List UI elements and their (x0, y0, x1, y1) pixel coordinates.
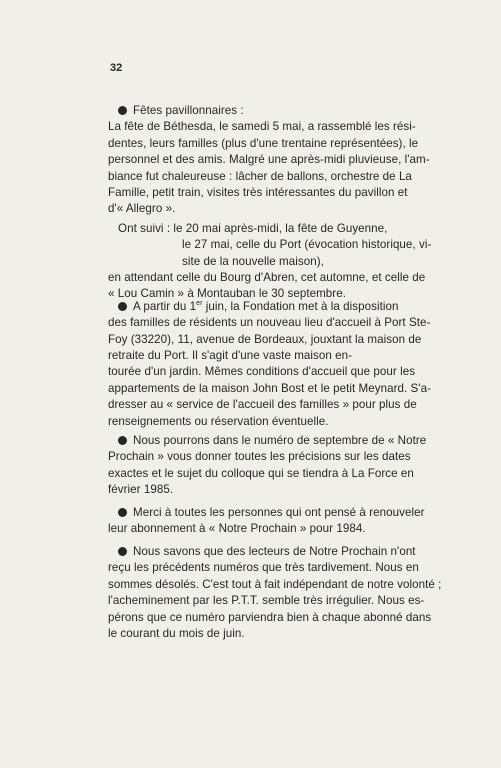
section-fetes (108, 103, 445, 303)
paragraph-line: leur abonnement à « Notre Prochain » pour 1984. (108, 522, 366, 536)
bullet-icon (118, 547, 127, 556)
bullet-icon (118, 106, 127, 115)
paragraph-line: février 1985. (108, 483, 174, 497)
paragraph-line: appartements de la maison John Bost et le petit Meynard. S'a- (108, 381, 431, 395)
section-heading: Fêtes pavillonnaires : (133, 104, 244, 117)
paragraph-line: Ont suivi : le 20 mai après-midi, la fête de Guyenne, (118, 221, 388, 235)
paragraph-line: le courant du mois de juin. (108, 627, 245, 641)
paragraph-line: Prochain » vous donner toutes les précisions sur les dates (108, 450, 411, 464)
paragraph-line: dentes, leurs familles (plus d'une trentaine représentées), le (108, 136, 419, 150)
paragraph-line: le 27 mai, celle du Port (évocation historique, vi- (182, 238, 432, 252)
paragraph-line: « Lou Camin » à Montauban le 30 septembre. (108, 287, 346, 301)
bullet-icon (118, 302, 127, 311)
superscript: er (196, 300, 203, 307)
paragraph-line: reçu les précédents numéros que très tardivement. Nous en (108, 561, 419, 575)
paragraph-line: des familles de résidents un nouveau lieu d'accueil à Port Ste- (108, 316, 431, 330)
section-accueil (108, 296, 445, 430)
paragraph-line: pérons que ce numéro parviendra bien à chaque abonné dans (108, 610, 432, 624)
paragraph-line: dresser au « service de l'accueil des familles » pour plus de (108, 398, 417, 412)
page-number: 32 (110, 62, 123, 74)
paragraph-line: personnel et des amis. Malgré une après-midi pluvieuse, l'am- (108, 153, 430, 167)
paragraph-line: Nous savons que des lecteurs de Notre Prochain n'ont (133, 545, 416, 558)
paragraph-line: tourée d'un jardin. Mêmes conditions d'accueil que pour les (108, 365, 416, 379)
section-colloque (108, 433, 445, 499)
bullet-icon (118, 436, 127, 445)
paragraph-line: Famille, petit train, visites très intéressantes du pavillon et (108, 186, 408, 200)
paragraph-line: Merci à toutes les personnes qui ont pensé à renouveler (133, 506, 425, 519)
paragraph-line-end: juin, la Fondation met à la disposition (202, 299, 399, 313)
paragraph-line: l'acheminement par les P.T.T. semble très irrégulier. Nous es- (108, 594, 425, 608)
paragraph-line: site de la nouvelle maison), (182, 254, 324, 268)
paragraph-line-start: A partir du 1 (133, 299, 197, 313)
paragraph-line: exactes et le sujet du colloque qui se tiendra à La Force en (108, 466, 414, 480)
paragraph-line: retraite du Port. Il s'agit d'une vaste maison en- (108, 349, 353, 363)
paragraph-line: sommes désolés. C'est tout à fait indépendant de notre volonté ; (108, 577, 442, 591)
section-retards (108, 544, 445, 642)
bullet-icon (118, 508, 127, 517)
paragraph-line: Foy (33220), 11, avenue de Bordeaux, jouxtant la maison de (108, 332, 422, 346)
paragraph-line: La fête de Béthesda, le samedi 5 mai, a rassemblé les rési- (108, 120, 416, 134)
paragraph-line: renseignements ou réservation éventuelle. (108, 414, 329, 428)
paragraph-line: en attendant celle du Bourg d'Abren, cet automne, et celle de (108, 271, 426, 285)
paragraph-line: d'« Allegro ». (108, 202, 176, 216)
section-merci (108, 505, 445, 538)
paragraph-line: biance fut chaleureuse : lâcher de ballons, orchestre de La (108, 169, 412, 183)
paragraph-line: Nous pourrons dans le numéro de septembre de « Notre (133, 434, 427, 447)
